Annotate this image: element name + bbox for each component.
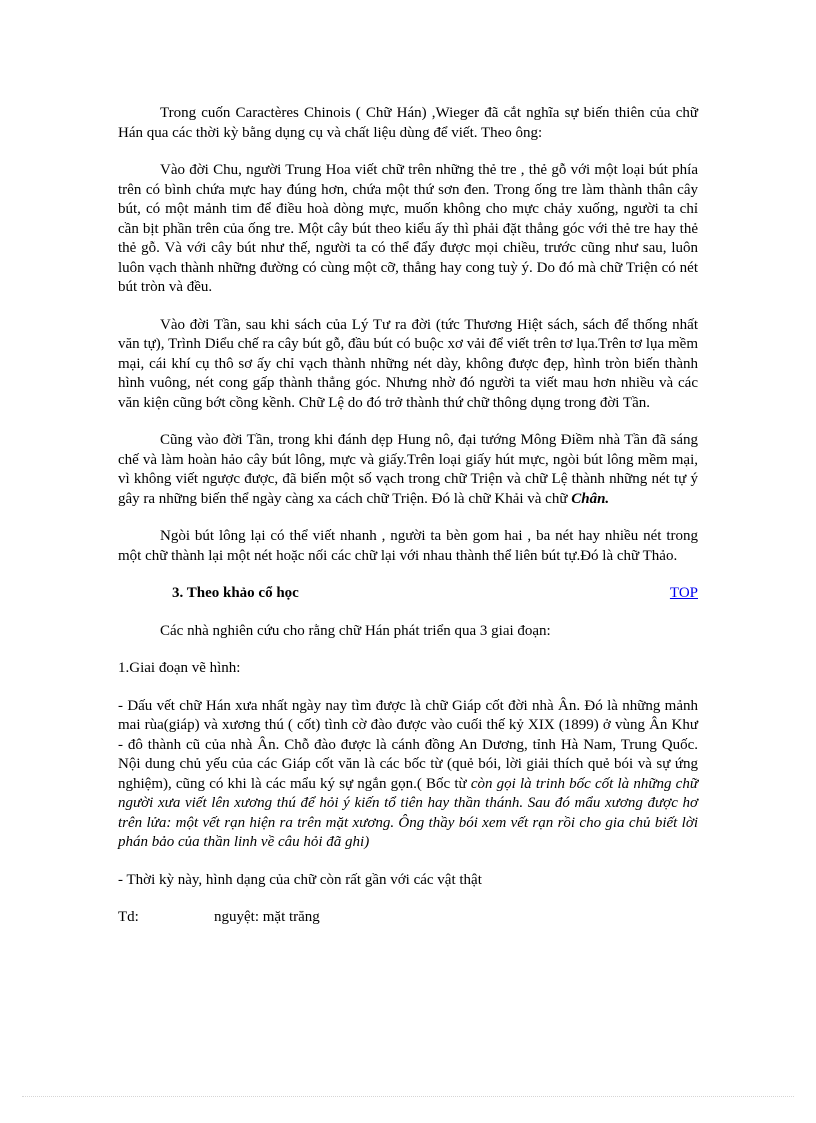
paragraph-chu-dynasty: Vào đời Chu, người Trung Hoa viết chữ trên những thẻ tre , thẻ gỗ với một loại bút phía trên có bình chứa mực hay đúng hơn, chứa một thứ sơn đen. Trong ống tre làm thành thân cây bút, có một mảnh tim để điều hoà dòng mực, muốn không cho mực chảy xuống, người ta chỉ cần bịt phần trên của ống tre. Một cây bút theo kiểu ấy thì phải đặt thẳng góc với thẻ tre hay thẻ thẻ gỗ. Và với cây bút như thế, người ta có thể đẩy được mọi chiều, trước cũng như sau, luôn luôn vạch thành những đường có cùng một cỡ, thẳng hay cong tuỳ ý. Do đó mà chữ Triện có nét bút tròn và đều.: [118, 162, 698, 295]
paragraph-tan-dynasty: Vào đời Tần, sau khi sách của Lý Tư ra đời (tức Thương Hiệt sách, sách để thống nhất văn tự), Trình Diểu chế ra cây bút gỗ, đầu bút có buộc xơ vải để viết trên tơ lụa.Trên tơ lụa mềm mại, cái khí cụ thô sơ ấy chỉ vạch thành những nét dày, không được đẹp, hình tròn biến thành hình vuông, nét cong gấp thành thẳng góc. Nhưng nhờ đó người ta viết mau hơn nhiều và các văn kiện cũng bớt cồng kềnh. Chữ Lệ do đó trở thành thứ chữ thông dụng trong đời Tần.: [118, 316, 698, 411]
paragraph-oracle-text: - Dấu vết chữ Hán xưa nhất ngày nay tìm được là chữ Giáp cốt đời nhà Ân. Đó là những mảnh mai rùa(giáp) và xương thú ( cốt) tình cờ đào được vào cuối thế kỷ XIX (1899) ở vùng Ân Khư - đô thành cũ của nhà Ân. Chỗ đào được là cánh đồng An Dương, tỉnh Hà Nam, Trung Quốc. Nội dung chủ yếu của các Giáp cốt văn là các bốc từ (quẻ bói, lời giải thích quẻ bói và sự ứng nghiệm), cũng có khi là các mẩu ký sự ngắn gọn.( Bốc từ: [118, 697, 698, 792]
paragraph-brush-text: Cũng vào đời Tần, trong khi đánh dẹp Hung nô, đại tướng Mông Điềm nhà Tần đã sáng chế và làm hoàn hảo cây bút lông, mực và giấy.Trên loại giấy hút mực, ngòi bút lông mềm mại, vì không viết ngược được, đã biến một số vạch trong chữ Triện và chữ Lệ thành những nét tự ý gây ra những biến thể ngày càng xa cách chữ Triện. Đó là chữ Khải và chữ: [118, 432, 698, 507]
paragraph-brush-invention: [118, 431, 698, 509]
top-link[interactable]: TOP: [669, 585, 698, 601]
paragraph-three-stages: Các nhà nghiên cứu cho rằng chữ Hán phát triển qua 3 giai đoạn:: [160, 622, 551, 639]
oracle-italic-note: còn gọi là trinh bốc cốt là những chữ người xưa viết lên xương thú để hỏi ý kiến tổ tiên hay thần thánh. Sau đó mẩu xương được hơ trên lửa: một vết rạn hiện ra trên mặt xương. Ông thầy bói xem vết rạn rồi cho gia chủ biết lời phán bảo của thần linh về câu hỏi đã ghi): [118, 775, 699, 850]
section-heading-row: [118, 584, 698, 604]
page-bottom-rule: [22, 1096, 794, 1097]
paragraph-pictographs: - Thời kỳ này, hình dạng của chữ còn rất gần với các vật thật: [118, 871, 482, 888]
section-title: 3. Theo khảo cổ học: [172, 585, 299, 601]
paragraph-wieger-intro: Trong cuốn Caractères Chinois ( Chữ Hán) ,Wieger đã cắt nghĩa sự biến thiên của chữ Hán qua các thời kỳ bằng dụng cụ và chất liệu dùng để viết. Theo ông:: [118, 105, 698, 141]
subheading-drawing-stage: 1.Giai đoạn vẽ hình:: [118, 660, 241, 676]
example-row: [118, 908, 698, 928]
paragraph-cursive-script: Ngòi bút lông lại có thể viết nhanh , người ta bèn gom hai , ba nét hay nhiều nét trong một chữ thành lại một nét hoặc nối các chữ lại với nhau thành thể liên bút tự.Đó là chữ Thảo.: [118, 528, 698, 564]
emphasis-chan: Chân.: [571, 490, 610, 507]
example-label: Td:: [118, 909, 139, 925]
paragraph-oracle-bones: [118, 697, 698, 853]
document-body: [118, 104, 698, 928]
example-value: nguyệt: mặt trăng: [214, 909, 320, 925]
